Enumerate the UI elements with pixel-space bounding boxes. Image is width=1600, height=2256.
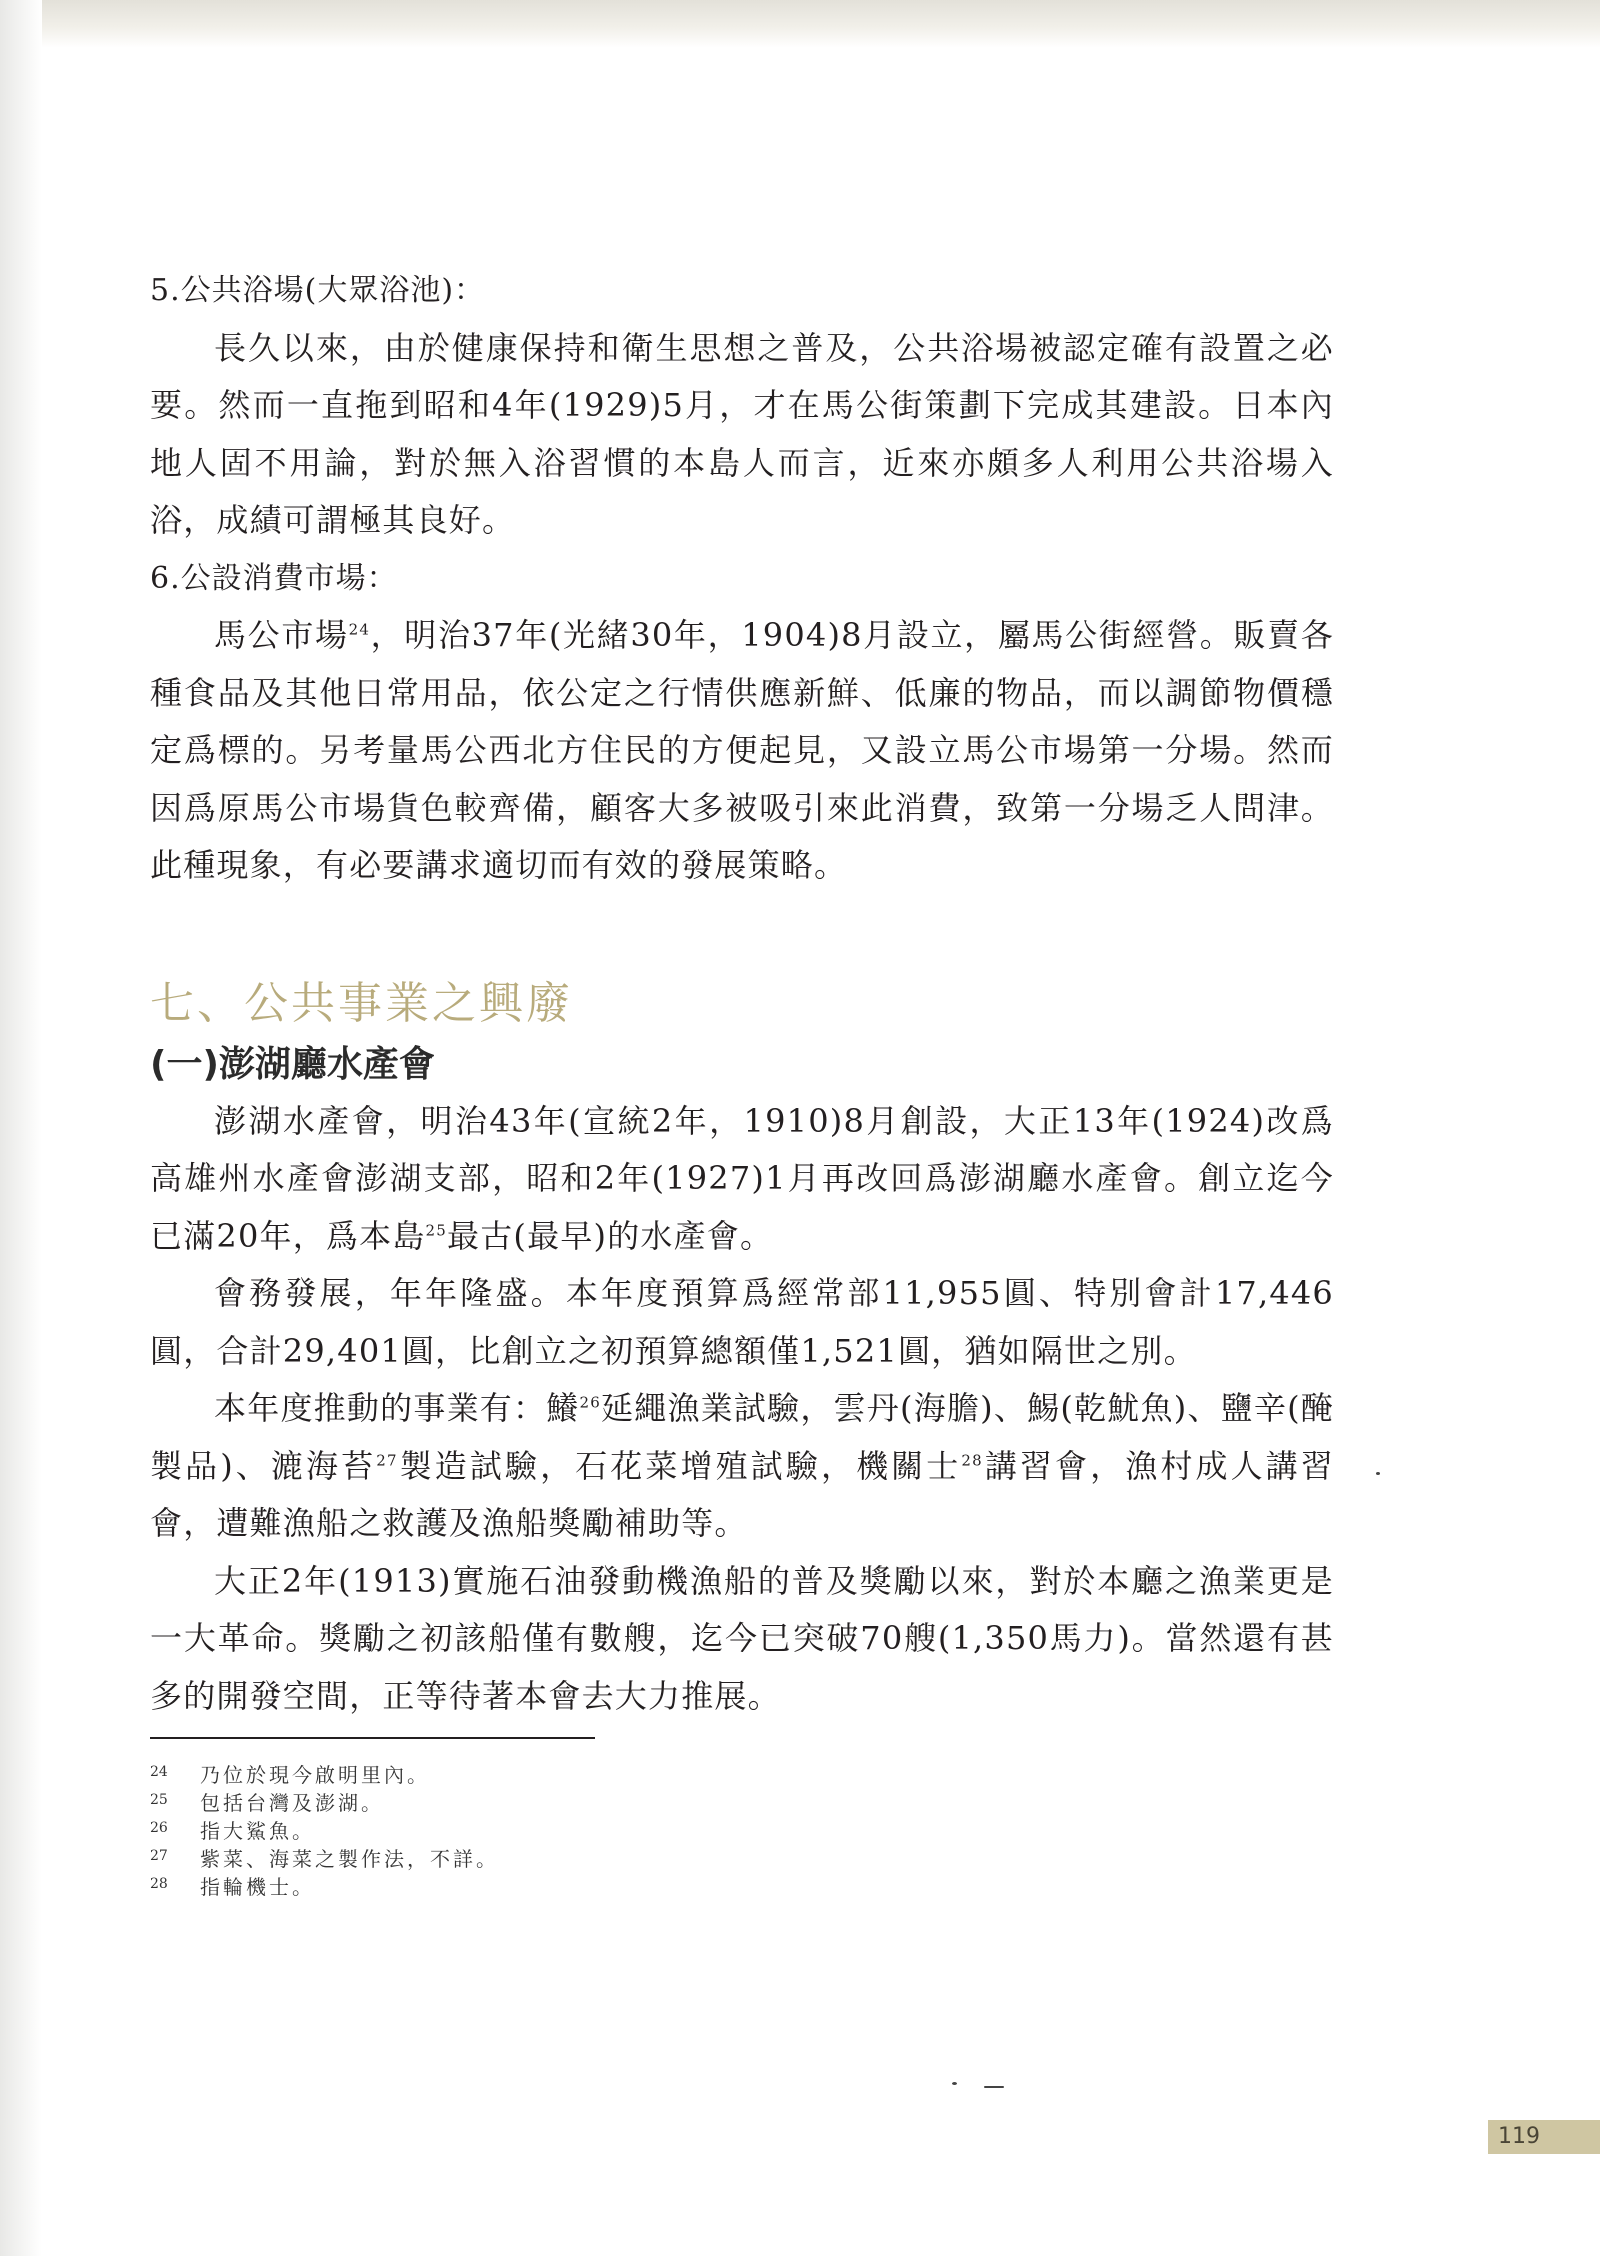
footnote-number: 25 [150, 1792, 168, 1808]
text-run: 本年度推動的事業有：鱶 [214, 1389, 580, 1427]
footnote-ref-24[interactable]: 24 [348, 620, 371, 639]
footnote-ref-28[interactable]: 28 [961, 1450, 983, 1469]
scan-speck [952, 2082, 957, 2085]
paragraph-motor-boats: 大正2年(1913)實施石油發動機漁船的普及獎勵以來，對於本廳之漁業更是一大革命。獎勵之初該船僅有數艘，迄今已突破70艘(1,350馬力)。當然還有甚多的開發空間，正等待著本會去大力推展。 [150, 1561, 1334, 1715]
paragraph-fishery-history [150, 1093, 1334, 1266]
item-heading-public-bath: 5.公共浴場(大眾浴池)： [150, 273, 486, 308]
page-body [150, 262, 1334, 1901]
footnote-ref-26[interactable]: 26 [579, 1393, 601, 1412]
item-heading-public-market: 6.公設消費市場： [150, 560, 398, 596]
footnote-text: 包括台灣及澎湖。 [200, 1791, 384, 1815]
footnote-number: 26 [150, 1820, 168, 1836]
paragraph-budget: 會務發展，年年隆盛。本年度預算爲經常部11,955圓、特別會計17,446圓，合計29,401圓，比創立之初預算總額僅1,521圓，猶如隔世之別。 [150, 1274, 1334, 1370]
text-run: 製造試驗，石花菜增殖試驗，機關士 [397, 1446, 962, 1485]
footnote-number: 28 [150, 1876, 168, 1892]
footnote-item [150, 1845, 1334, 1873]
footnote-item [150, 1761, 1334, 1789]
text-run: 講習會，漁村成人講習會，遭難漁船之救護及漁船獎勵補助等。 [150, 1446, 1334, 1542]
paragraph-public-bath: 長久以來，由於健康保持和衛生思想之普及，公共浴場被認定確有設置之必要。然而一直拖到昭和4年(1929)5月，才在馬公街策劃下完成其建設。日本內地人固不用論，對於無入浴習慣的本島人而言，近來亦頗多人利用公共浴場入浴，成績可謂極其良好。 [150, 328, 1334, 539]
footnote-number: 24 [150, 1764, 168, 1780]
scan-top-band [0, 0, 1600, 48]
section-title: 七、公共事業之興廢 [150, 977, 573, 1029]
footnotes [150, 1761, 1334, 1901]
paragraph-public-market [150, 607, 1334, 895]
scan-speck [984, 2086, 1004, 2088]
text-run: 延繩漁業試驗，雲丹(海膽)、鯣(乾魷魚)、鹽辛(醃製品)、漉海苔 [150, 1389, 1334, 1485]
text-run: 馬公市場 [214, 616, 349, 654]
footnote-item [150, 1789, 1334, 1817]
footnote-text: 紫菜、海菜之製作法，不詳。 [200, 1847, 499, 1871]
page-number: 119 [1488, 2120, 1600, 2154]
footnote-item [150, 1817, 1334, 1845]
footnote-number: 27 [150, 1848, 168, 1864]
text-run: 最古(最早)的水產會。 [447, 1216, 774, 1255]
footnote-ref-27[interactable]: 27 [376, 1450, 398, 1469]
paragraph-projects [150, 1380, 1334, 1553]
footnote-text: 指輪機士。 [200, 1875, 315, 1899]
footnote-divider [150, 1737, 595, 1739]
footnote-item [150, 1873, 1334, 1901]
scan-speck [1376, 1472, 1380, 1475]
footnote-ref-25[interactable]: 25 [425, 1220, 448, 1239]
footnote-text: 乃位於現今啟明里內。 [200, 1763, 430, 1787]
text-run: 澎湖水產會，明治43年(宣統2年，1910)8月創設，大正13年(1924)改爲高雄州水產會澎湖支部，昭和2年(1927)1月再改回爲澎湖廳水產會。創立迄今已滿20年，爲本島 [150, 1101, 1334, 1255]
text-run: ，明治37年(光緒30年，1904)8月設立，屬馬公街經營。販賣各種食品及其他日常用品，依公定之行情供應新鮮、低廉的物品，而以調節物價穩定爲標的。另考量馬公西北方住民的方便起見，又設立馬公市場第一分場。然而因爲原馬公市場貨色較齊備，顧客大多被吸引來此消費，致第一分場乏人問津。此種現象，有必要講求適切而有效的發展策略。 [150, 616, 1334, 884]
footnote-text: 指大鯊魚。 [200, 1819, 315, 1843]
scan-left-edge [0, 0, 42, 2256]
subsection-title: (一)澎湖廳水產會 [150, 1043, 435, 1085]
